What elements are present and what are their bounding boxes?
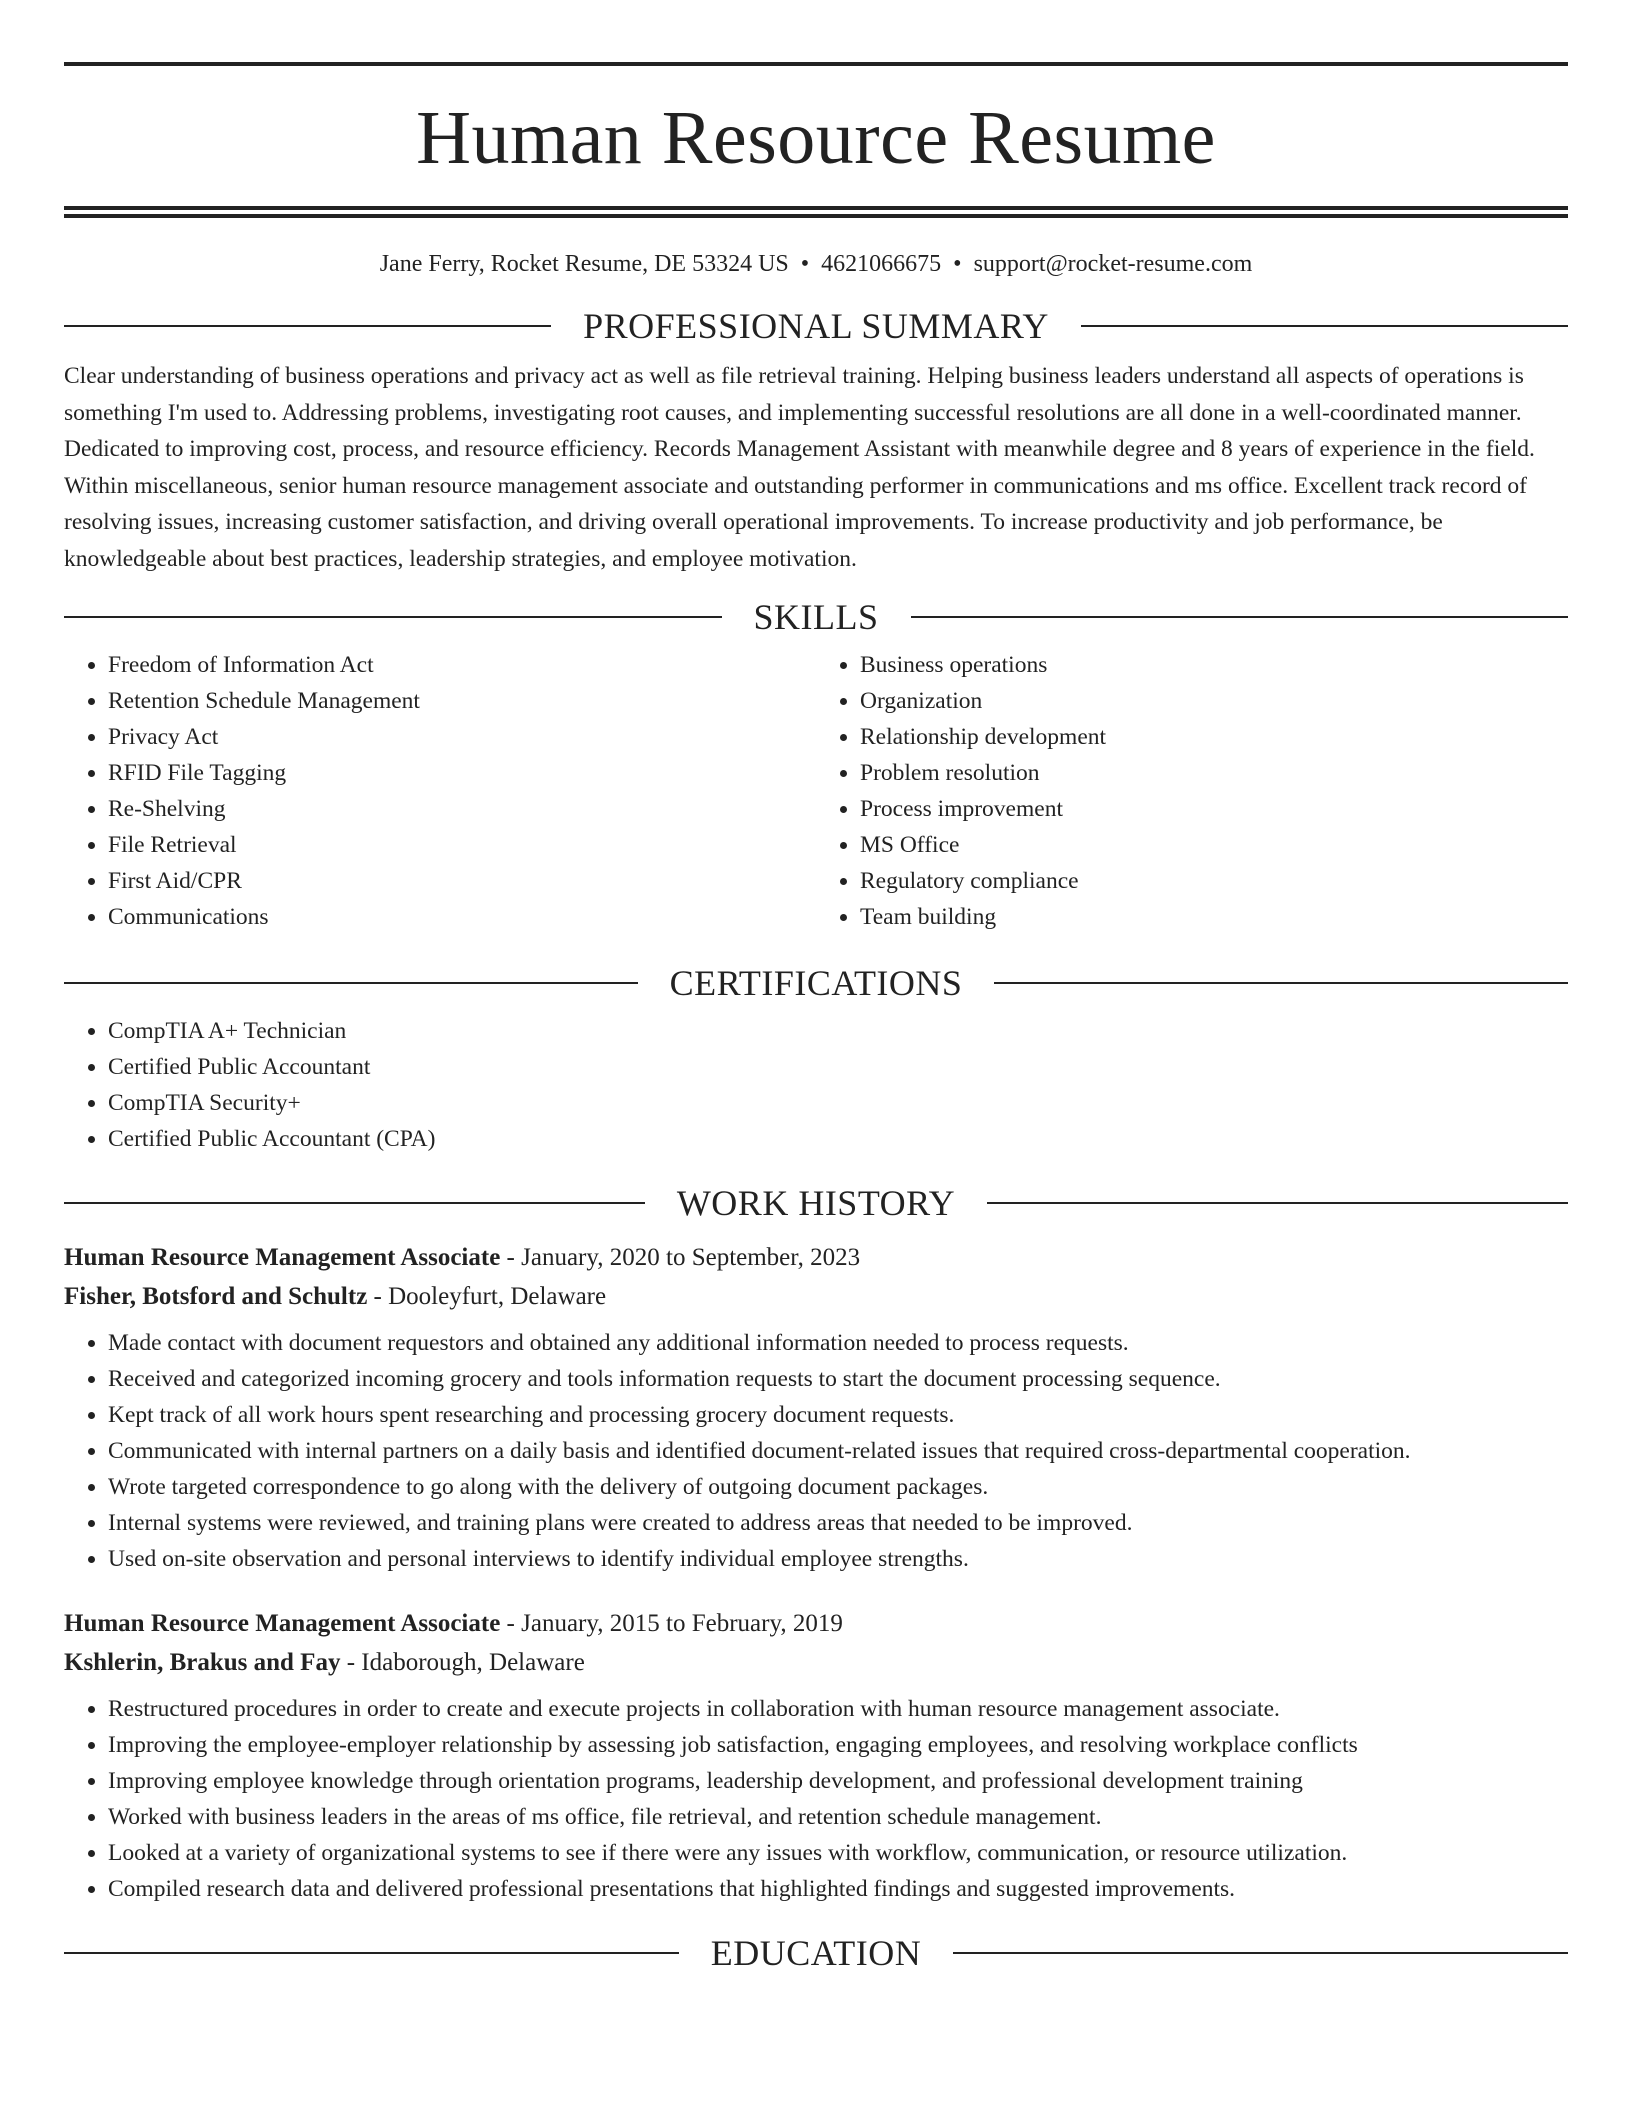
list-item: • First Aid/CPR: [108, 863, 816, 899]
list-item: • Improving the employee-employer relationship by assessing job satisfaction, engaging employees, and resolving workplace conflicts: [108, 1727, 1568, 1763]
list-item: • Freedom of Information Act: [108, 647, 816, 683]
heading-rule: [64, 325, 551, 327]
section-heading-work-history: [64, 1185, 1568, 1221]
list-item: • Communications: [108, 899, 816, 935]
list-item: • Certified Public Accountant (CPA): [108, 1121, 1568, 1157]
contact-line: [64, 252, 1568, 276]
section-title: SKILLS: [753, 597, 879, 637]
heading-rule: [64, 982, 638, 984]
summary-text: Clear understanding of business operations and privacy act as well as file retrieval training. Helping business leaders understand all aspects of operations is something I'm used to. Addressing problems, investigating root causes, and implementing successful resolutions are all done in a well-coordinated manner. Dedicated to improving cost, process, and resource efficiency. Records Management Assistant with meanwhile degree and 8 years of experience in the field. Within miscellaneous, senior human resource management associate and outstanding performer in communications and ms office. Excellent track record of resolving issues, increasing customer satisfaction, and driving overall operational improvements. To increase productivity and job performance, be knowledgeable about best practices, leadership strategies, and employee motivation.: [64, 363, 1535, 572]
job-entry: [64, 1611, 1568, 1907]
list-item: • CompTIA Security+: [108, 1085, 1568, 1121]
job-bullets: [64, 1325, 1568, 1577]
contact-address: Jane Ferry, Rocket Resume, DE 53324 US: [379, 251, 789, 277]
heading-rule: [64, 616, 722, 618]
company-name: Fisher, Botsford and Schultz: [64, 1283, 368, 1310]
job-dates: January, 2020 to September, 2023: [521, 1244, 861, 1271]
list-item: • Problem resolution: [860, 755, 1568, 791]
heading-rule: [64, 1952, 679, 1954]
heading-rule: [1081, 325, 1568, 327]
list-item: • Internal systems were reviewed, and training plans were created to address areas that needed to be improved.: [108, 1505, 1568, 1541]
list-item: • Used on-site observation and personal interviews to identify individual employee strengths.: [108, 1541, 1568, 1577]
list-item: • Received and categorized incoming grocery and tools information requests to start the document processing sequence.: [108, 1361, 1568, 1397]
contact-separator: •: [800, 251, 810, 277]
title-double-rule: [64, 206, 1568, 218]
skills-list-right: [816, 647, 1568, 935]
job-title: Human Resource Management Associate: [64, 1244, 501, 1271]
heading-rule: [953, 1952, 1568, 1954]
resume-title: Human Resource Resume: [416, 96, 1216, 180]
certifications-list: [64, 1013, 1568, 1157]
list-item: • MS Office: [860, 827, 1568, 863]
contact-separator: •: [953, 251, 962, 277]
company-name: Kshlerin, Brakus and Fay: [64, 1649, 341, 1676]
list-item: • Wrote targeted correspondence to go along with the delivery of outgoing document packages.: [108, 1469, 1568, 1505]
company-location: Idaborough, Delaware: [361, 1649, 585, 1676]
list-item: • Looked at a variety of organizational systems to see if there were any issues with workflow, communication, or resource utilization.: [108, 1835, 1568, 1871]
company-line: Kshlerin, Brakus and Fay - Idaborough, Delaware: [64, 1649, 585, 1676]
skills-columns: [64, 647, 1568, 935]
section-title: CERTIFICATIONS: [669, 963, 963, 1003]
list-item: • Privacy Act: [108, 719, 816, 755]
list-item: • RFID File Tagging: [108, 755, 816, 791]
job-bullets: [64, 1691, 1568, 1907]
section-heading-education: [64, 1935, 1568, 1971]
list-item: • Communicated with internal partners on a daily basis and identified document-related issues that required cross-departmental cooperation.: [108, 1433, 1568, 1469]
section-heading-summary: [64, 308, 1568, 344]
heading-rule: [911, 616, 1569, 618]
job-title-line: Human Resource Management Associate - January, 2015 to February, 2019: [64, 1610, 843, 1637]
contact-phone: 4621066675: [821, 251, 942, 277]
list-item: • Process improvement: [860, 791, 1568, 827]
section-title: WORK HISTORY: [676, 1183, 956, 1223]
company-line: Fisher, Botsford and Schultz - Dooleyfurt, Delaware: [64, 1283, 607, 1310]
section-title: PROFESSIONAL SUMMARY: [583, 306, 1049, 346]
section-heading-skills: [64, 599, 1568, 635]
list-item: • CompTIA A+ Technician: [108, 1013, 1568, 1049]
list-item: • Certified Public Accountant: [108, 1049, 1568, 1085]
section-title: EDUCATION: [710, 1933, 922, 1973]
heading-rule: [64, 1202, 645, 1204]
heading-rule: [994, 982, 1568, 984]
job-title: Human Resource Management Associate: [64, 1610, 501, 1637]
list-item: • Organization: [860, 683, 1568, 719]
company-location: Dooleyfurt, Delaware: [388, 1283, 607, 1310]
job-title-line: Human Resource Management Associate - January, 2020 to September, 2023: [64, 1244, 861, 1271]
list-item: • Re-Shelving: [108, 791, 816, 827]
list-item: • File Retrieval: [108, 827, 816, 863]
section-heading-certifications: [64, 965, 1568, 1001]
list-item: • Relationship development: [860, 719, 1568, 755]
job-entry: [64, 1245, 1568, 1577]
contact-email: support@rocket-resume.com: [973, 251, 1253, 277]
list-item: • Regulatory compliance: [860, 863, 1568, 899]
list-item: • Made contact with document requestors and obtained any additional information needed to process requests.: [108, 1325, 1568, 1361]
job-dates: January, 2015 to February, 2019: [521, 1610, 843, 1637]
list-item: • Team building: [860, 899, 1568, 935]
list-item: • Improving employee knowledge through orientation programs, leadership development, and professional development training: [108, 1763, 1568, 1799]
resume-page: [64, 62, 1568, 1971]
heading-rule: [987, 1202, 1568, 1204]
list-item: • Restructured procedures in order to create and execute projects in collaboration with human resource management associate.: [108, 1691, 1568, 1727]
list-item: • Worked with business leaders in the areas of ms office, file retrieval, and retention schedule management.: [108, 1799, 1568, 1835]
skills-list-left: [64, 647, 816, 935]
top-rule: [64, 62, 1568, 66]
list-item: • Business operations: [860, 647, 1568, 683]
list-item: • Retention Schedule Management: [108, 683, 816, 719]
list-item: • Compiled research data and delivered professional presentations that highlighted findings and suggested improvements.: [108, 1871, 1568, 1907]
list-item: • Kept track of all work hours spent researching and processing grocery document requests.: [108, 1397, 1568, 1433]
